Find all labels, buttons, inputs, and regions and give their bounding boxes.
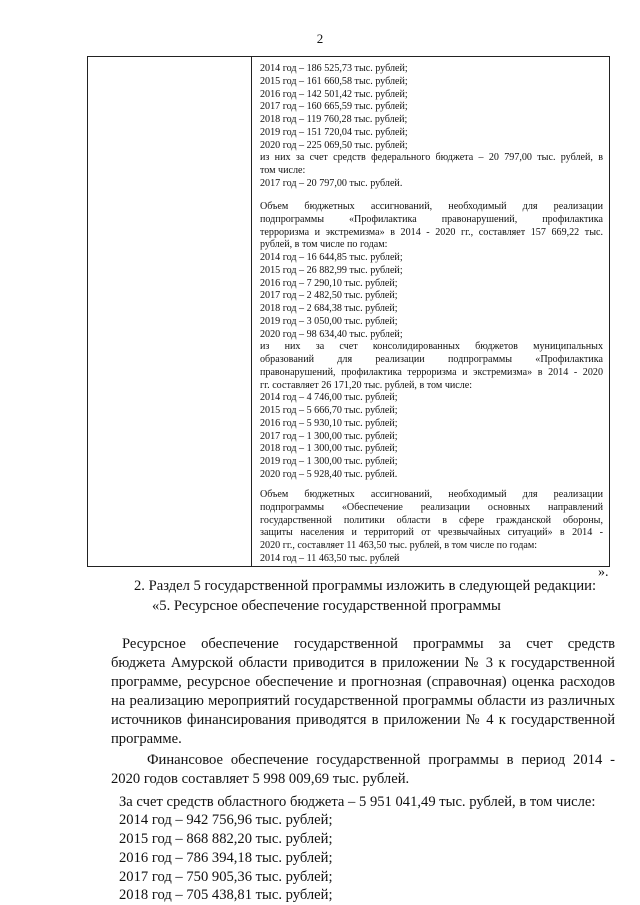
table-line: терроризма и экстремизма» в 2014 - 2020 гг., составляет 157 669,22 тыс.	[260, 226, 603, 238]
paragraph-line: За счет средств областного бюджета – 5 951 041,49 тыс. рублей, в том числе:	[119, 794, 596, 810]
table-line: 2014 год – 16 644,85 тыс. рублей;	[260, 252, 403, 263]
table-line: том числе:	[260, 165, 306, 176]
table-line: 2019 год – 3 050,00 тыс. рублей;	[260, 315, 398, 327]
table-line: 2014 год – 186 525,73 тыс. рублей;	[260, 63, 408, 74]
year-line: 2016 год – 786 394,18 тыс. рублей;	[119, 850, 333, 866]
paragraph-line: программе, ресурсное обеспечение и прогнозная (справочная) оценка расходов	[111, 674, 615, 690]
table-line: 2020 год – 98 634,40 тыс. рублей;	[260, 328, 403, 340]
table-line: 2014 год – 11 463,50 тыс. рублей	[260, 552, 400, 564]
table-line: 2020 год – 5 928,40 тыс. рублей.	[260, 468, 398, 480]
paragraph-line: Финансовое обеспечение государственной программы в период 2014 -	[147, 752, 615, 768]
table-line: 2015 год – 5 666,70 тыс. рублей;	[260, 405, 398, 416]
table-line: 2020 гг., составляет 11 463,50 тыс. рублей, в том числе по годам:	[260, 540, 538, 551]
year-line: 2018 год – 705 438,81 тыс. рублей;	[119, 887, 333, 903]
table-line: 2019 год – 151 720,04 тыс. рублей;	[260, 126, 408, 138]
paragraph-line: 2020 годов составляет 5 998 009,69 тыс. рублей.	[111, 771, 410, 787]
table-line: государственной политики области в сфере гражданской обороны,	[260, 514, 603, 526]
table-line: из них за счет консолидированных бюджетов муниципальных	[260, 341, 603, 353]
year-line: 2014 год – 942 756,96 тыс. рублей;	[119, 812, 333, 828]
table-line: Объем бюджетных ассигнований, необходимый для реализации	[260, 201, 603, 212]
table-line: 2018 год – 2 684,38 тыс. рублей;	[260, 303, 398, 314]
table-line: 2017 год – 1 300,00 тыс. рублей;	[260, 430, 398, 442]
paragraph-line: программе.	[111, 731, 182, 747]
table-line: из них за счет средств федерального бюджета – 20 797,00 тыс. рублей, в	[260, 152, 603, 164]
table-line: 2015 год – 161 660,58 тыс. рублей;	[260, 75, 408, 87]
closing-quote: ».	[598, 565, 609, 580]
table-line: Объем бюджетных ассигнований, необходимый для реализации	[260, 489, 603, 500]
table-line: 2016 год – 142 501,42 тыс. рублей;	[260, 88, 408, 100]
table-line: 2015 год – 26 882,99 тыс. рублей;	[260, 264, 403, 276]
table-line: рублей, в том числе по годам:	[260, 239, 388, 251]
table-line: 2016 год – 5 930,10 тыс. рублей;	[260, 417, 398, 429]
page-number: 2	[316, 31, 324, 46]
resource-table	[87, 56, 610, 567]
table-line: 2014 год – 4 746,00 тыс. рублей;	[260, 392, 398, 404]
section-2-heading: 2. Раздел 5 государственной программы изложить в следующей редакции:	[134, 578, 597, 594]
table-line: 2016 год – 7 290,10 тыс. рублей;	[260, 277, 398, 289]
table-line: 2018 год – 119 760,28 тыс. рублей;	[260, 114, 408, 125]
table-line: подпрограммы «Обеспечение реализации основных направлений	[260, 501, 603, 513]
year-line: 2017 год – 750 905,36 тыс. рублей;	[119, 869, 333, 885]
section-5-title: «5. Ресурсное обеспечение государственной программы	[152, 598, 501, 614]
paragraph-line: на реализацию мероприятий государственной программы области из различных	[111, 693, 615, 709]
table-line: правонарушений, профилактика терроризма и экстремизма» в 2014 - 2020	[260, 366, 603, 378]
year-line: 2015 год – 868 882,20 тыс. рублей;	[119, 831, 333, 847]
table-line: 2017 год – 20 797,00 тыс. рублей.	[260, 177, 403, 189]
table-line: 2020 год – 225 069,50 тыс. рублей;	[260, 139, 408, 151]
paragraph-line: бюджета Амурской области приводится в приложении № 3 к государственной	[111, 655, 615, 671]
table-line: защиты населения и территорий от чрезвычайных ситуаций» в 2014 -	[260, 527, 603, 539]
table-line: 2017 год – 160 665,59 тыс. рублей;	[260, 101, 408, 113]
table-line: 2019 год – 1 300,00 тыс. рублей;	[260, 456, 398, 467]
table-line: образований для реализации подпрограммы «Профилактика	[260, 354, 603, 365]
table-divider	[251, 57, 252, 566]
paragraph-line: Ресурсное обеспечение государственной программы за счет средств	[122, 636, 615, 652]
table-line: гг. составляет 26 171,20 тыс. рублей, в том числе:	[260, 379, 473, 391]
table-line: подпрограммы «Профилактика правонарушений, профилактика	[260, 213, 603, 225]
paragraph-line: источников финансирования приводятся в приложении № 4 к государственной	[111, 712, 615, 728]
table-line: 2018 год – 1 300,00 тыс. рублей;	[260, 443, 398, 455]
table-line: 2017 год – 2 482,50 тыс. рублей;	[260, 290, 398, 302]
